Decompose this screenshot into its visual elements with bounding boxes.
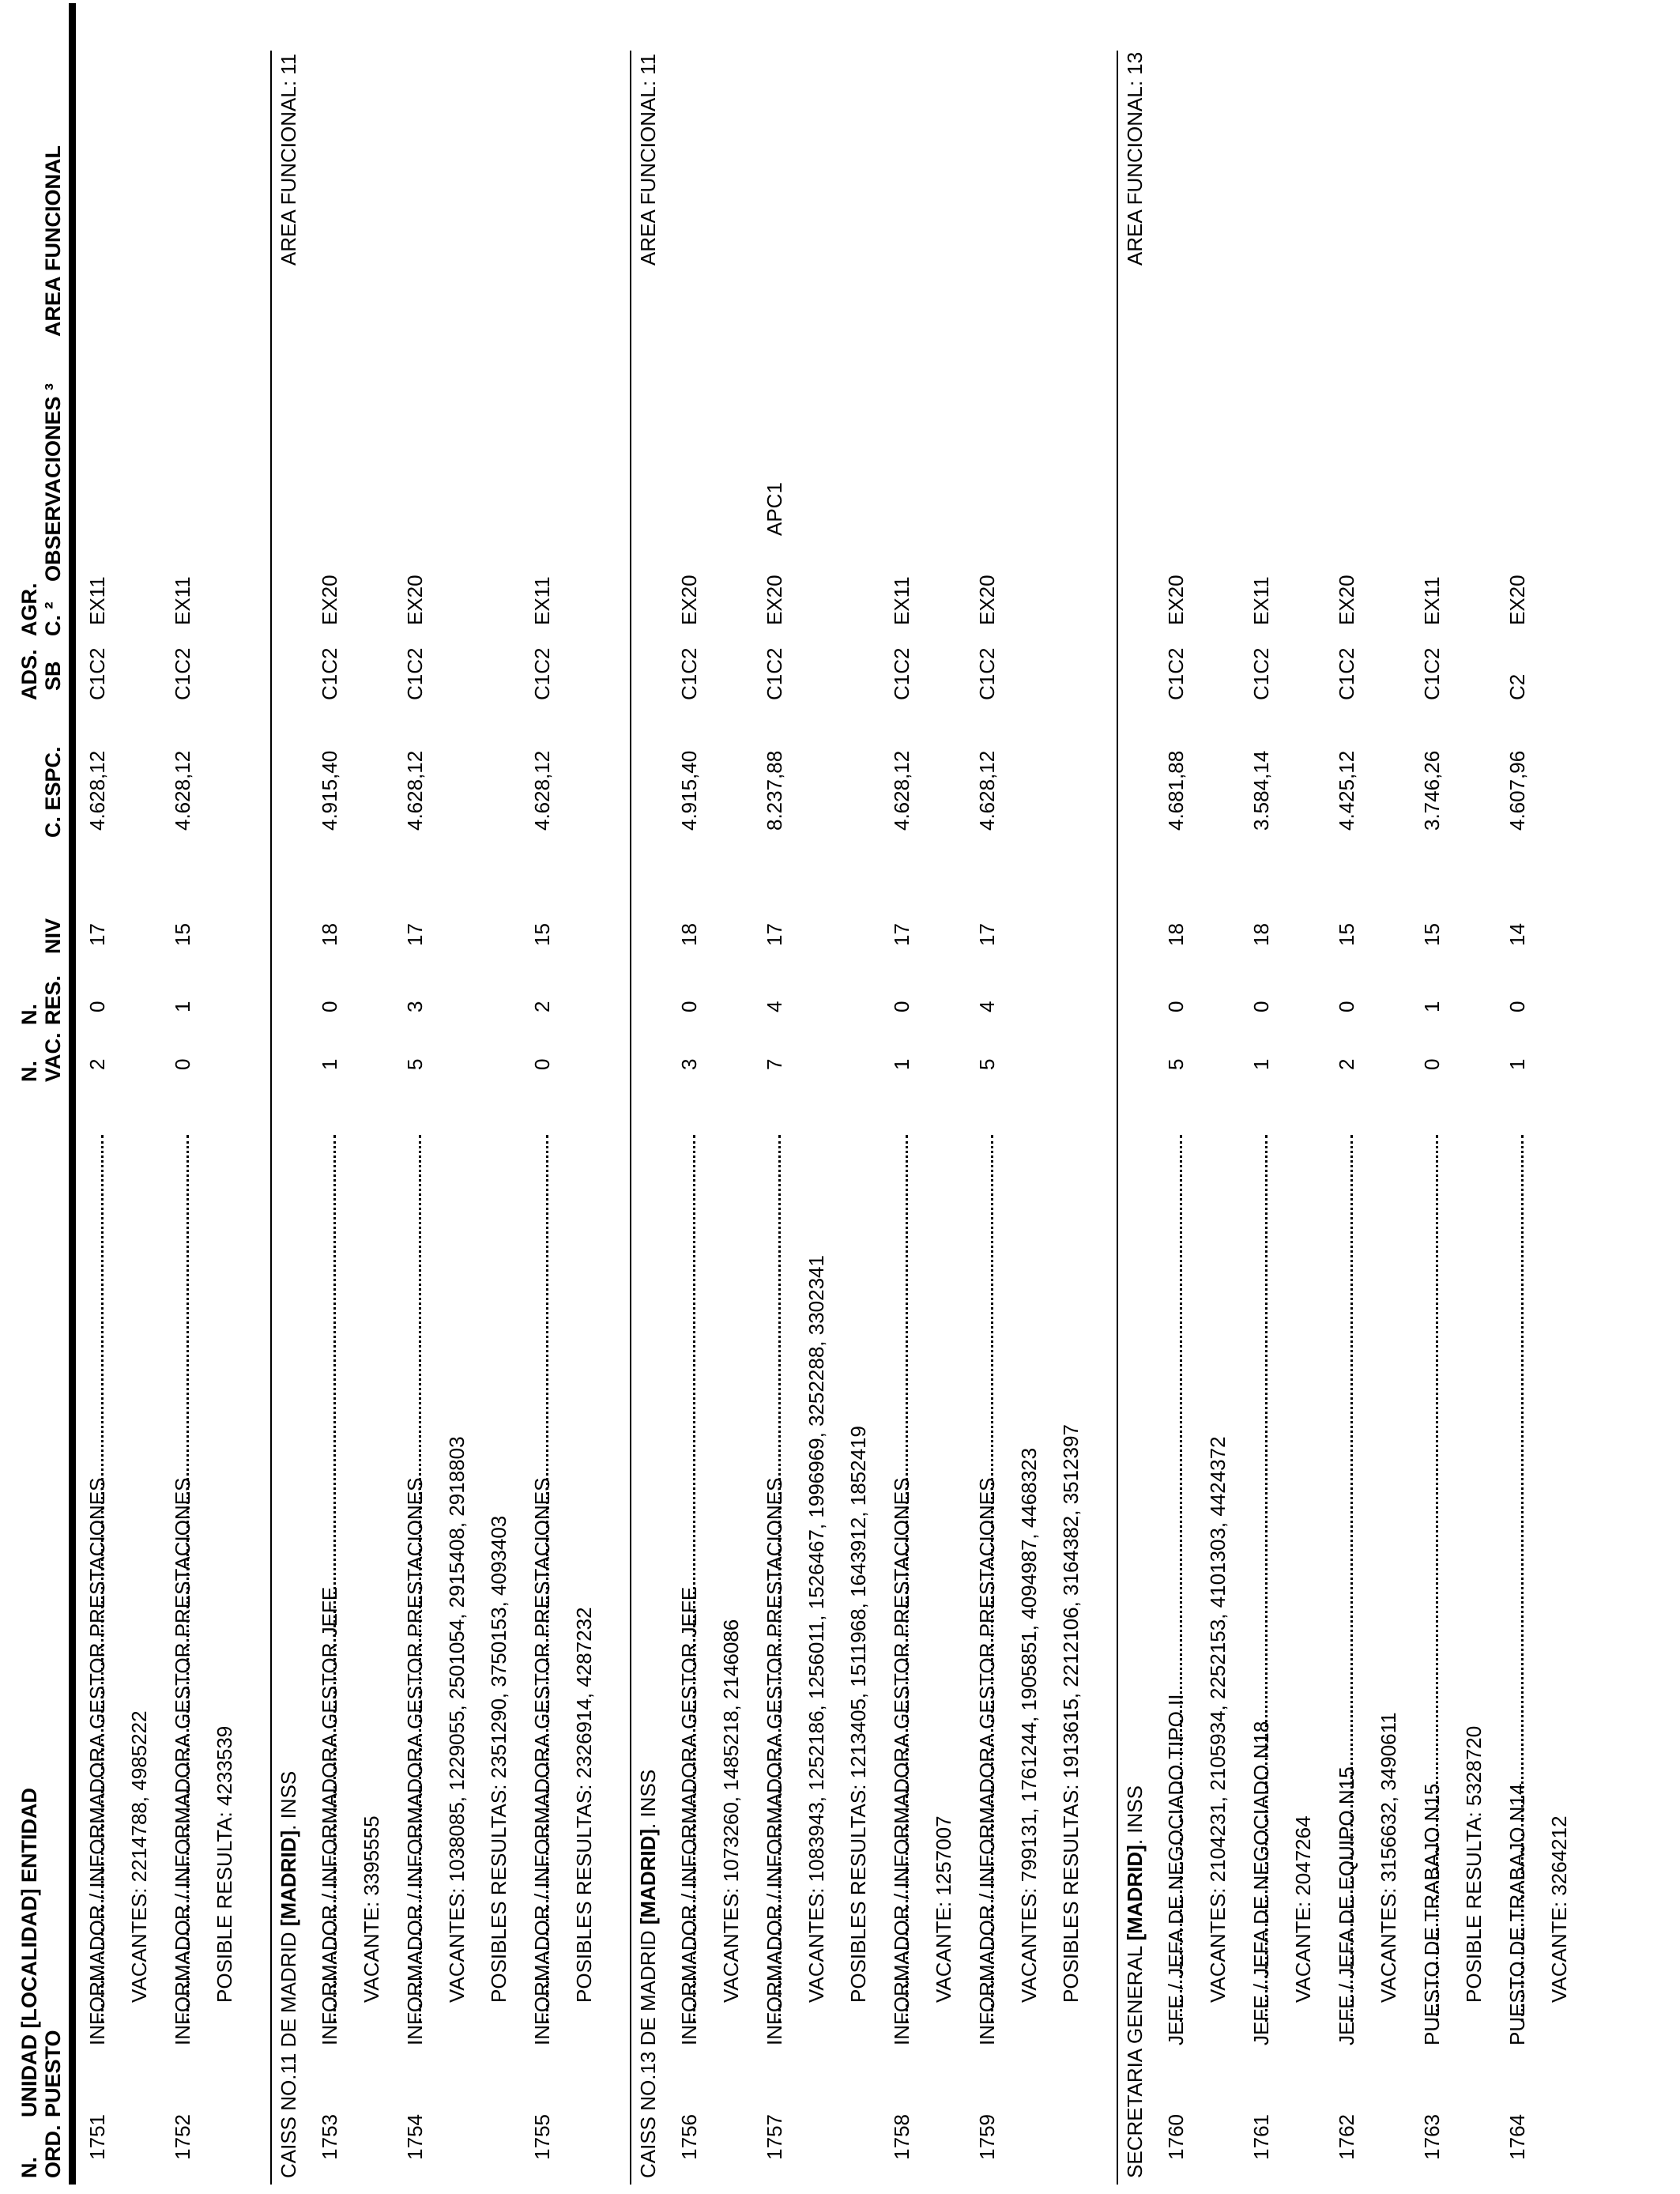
n-reservas: 3: [403, 1001, 427, 1012]
nivel: 15: [171, 923, 194, 946]
nivel: 17: [763, 923, 786, 946]
unit-name: CAISS NO.13 DE MADRID: [636, 1924, 660, 2178]
vacancy-detail: POSIBLES RESULTAS: 2326914, 4287232: [572, 1607, 596, 2003]
n-reservas: 0: [318, 1001, 341, 1012]
complemento-especifico: 8.237,88: [763, 750, 786, 831]
unit-heading: [278, 1771, 299, 2178]
puesto-name: INFORMADOR / INFORMADORA GESTOR JEFE: [318, 1586, 341, 2045]
n-vacantes: 2: [85, 1058, 109, 1070]
order-number: 1757: [763, 2114, 786, 2160]
order-number: 1758: [890, 2114, 913, 2160]
n-reservas: 0: [1249, 1001, 1273, 1012]
agrupacion-cuerpo: EX11: [85, 576, 109, 625]
header-n-res-2: RES.: [41, 974, 65, 1025]
order-number: 1761: [1249, 2114, 1273, 2160]
nivel: 14: [1505, 923, 1529, 946]
area-funcional: AREA FUNCIONAL: 13: [1123, 51, 1147, 266]
adscripcion-subgrupo: C1C2: [1164, 647, 1188, 700]
header-unidad: UNIDAD [LOCALIDAD] ENTIDAD: [17, 1788, 41, 2117]
complemento-especifico: 4.628,12: [890, 750, 913, 831]
nivel: 18: [1249, 923, 1273, 946]
header-n-res-1: N.: [17, 1004, 41, 1025]
adscripcion-subgrupo: C1C2: [403, 647, 427, 700]
order-number: 1754: [403, 2114, 427, 2160]
header-n-vac-2: VAC.: [41, 1032, 65, 1082]
nivel: 18: [1164, 923, 1188, 946]
order-number: 1753: [318, 2114, 341, 2160]
agrupacion-cuerpo: EX20: [403, 575, 427, 625]
order-number: 1764: [1505, 2114, 1529, 2160]
n-reservas: 0: [890, 1001, 913, 1012]
n-reservas: 0: [1335, 1001, 1358, 1012]
agrupacion-cuerpo: EX20: [1505, 575, 1529, 625]
agrupacion-cuerpo: EX11: [890, 576, 913, 625]
header-ads-1: ADS.: [17, 649, 41, 700]
puesto-name: INFORMADOR / INFORMADORA GESTOR PRESTACIONES: [171, 1477, 194, 2045]
unit-locality: [MADRID]: [277, 1830, 300, 1927]
agrupacion-cuerpo: EX20: [1164, 575, 1188, 625]
dot-leader: [1521, 1135, 1524, 2022]
n-vacantes: 3: [677, 1058, 701, 1070]
unit-locality: [MADRID]: [636, 1828, 660, 1925]
n-vacantes: 5: [403, 1058, 427, 1070]
area-funcional: AREA FUNCIONAL: 11: [636, 53, 660, 266]
dot-leader: [333, 1135, 336, 2022]
n-vacantes: 0: [171, 1058, 194, 1070]
header-agr-2: C. ²: [41, 601, 65, 636]
header-niv: NIV: [41, 918, 65, 954]
n-vacantes: 1: [318, 1058, 341, 1070]
header-n-vac-1: N.: [17, 1061, 41, 1082]
agrupacion-cuerpo: EX11: [530, 576, 554, 625]
n-reservas: 1: [1420, 1001, 1444, 1012]
header-observaciones: OBSERVACIONES ³: [41, 383, 65, 582]
n-vacantes: 1: [1505, 1058, 1529, 1070]
adscripcion-subgrupo: C1C2: [1420, 647, 1444, 700]
unit-entity: . INSS: [277, 1770, 300, 1830]
nivel: 15: [1420, 923, 1444, 946]
vacancy-detail: VACANTES: 1073260, 1485218, 2146086: [719, 1619, 743, 2003]
n-vacantes: 0: [530, 1058, 554, 1070]
agrupacion-cuerpo: EX11: [1249, 576, 1273, 625]
adscripcion-subgrupo: C1C2: [677, 647, 701, 700]
adscripcion-subgrupo: C1C2: [890, 647, 913, 700]
puesto-name: INFORMADOR / INFORMADORA GESTOR PRESTACIONES: [975, 1477, 999, 2045]
nivel: 17: [403, 923, 427, 946]
dot-leader: [1350, 1135, 1353, 2022]
complemento-especifico: 4.425,12: [1335, 750, 1358, 831]
dot-leader: [778, 1135, 781, 2022]
complemento-especifico: 3.746,26: [1420, 750, 1444, 831]
header-n-ord-2: ORD.: [41, 2124, 65, 2178]
complemento-especifico: 4.915,40: [677, 750, 701, 831]
header-puesto: PUESTO: [41, 2030, 65, 2117]
puesto-name: JEFE / JEFA DE NEGOCIADO N18: [1249, 1721, 1273, 2045]
order-number: 1751: [85, 2114, 109, 2160]
agrupacion-cuerpo: EX20: [677, 575, 701, 625]
puesto-name: PUESTO DE TRABAJO N14: [1505, 1783, 1529, 2045]
n-reservas: 4: [763, 1001, 786, 1012]
puesto-name: JEFE / JEFA DE NEGOCIADO TIPO II: [1164, 1694, 1188, 2045]
complemento-especifico: 3.584,14: [1249, 750, 1273, 831]
puesto-name: INFORMADOR / INFORMADORA GESTOR PRESTACIONES: [85, 1477, 109, 2045]
vacancy-detail: VACANTE: 2047264: [1291, 1815, 1315, 2003]
order-number: 1759: [975, 2114, 999, 2160]
section-divider: [1117, 51, 1118, 2185]
agrupacion-cuerpo: EX20: [763, 575, 786, 625]
header-ads-2: SB: [41, 661, 65, 691]
puesto-name: INFORMADOR / INFORMADORA GESTOR PRESTACIONES: [763, 1477, 786, 2045]
adscripcion-subgrupo: C1C2: [318, 647, 341, 700]
order-number: 1756: [677, 2114, 701, 2160]
complemento-especifico: 4.607,96: [1505, 750, 1529, 831]
n-vacantes: 1: [890, 1058, 913, 1070]
header-n-ord-1: N.: [17, 2157, 41, 2178]
order-number: 1763: [1420, 2114, 1444, 2160]
vacancy-detail: POSIBLES RESULTAS: 1913615, 2212106, 3164382, 3512397: [1059, 1424, 1083, 2003]
adscripcion-subgrupo: C2: [1505, 673, 1529, 700]
complemento-especifico: 4.628,12: [85, 750, 109, 831]
adscripcion-subgrupo: C1C2: [1249, 647, 1273, 700]
complemento-especifico: 4.628,12: [403, 750, 427, 831]
agrupacion-cuerpo: EX20: [975, 575, 999, 625]
vacancy-detail: VACANTES: 3156632, 3490611: [1377, 1712, 1400, 2003]
n-reservas: 0: [1164, 1001, 1188, 1012]
header-c-espc: C. ESPC.: [41, 746, 65, 838]
agrupacion-cuerpo: EX11: [171, 576, 194, 625]
order-number: 1755: [530, 2114, 554, 2160]
n-vacantes: 5: [1164, 1058, 1188, 1070]
n-reservas: 4: [975, 1001, 999, 1012]
puesto-name: JEFE / JEFA DE EQUIPO N15: [1335, 1766, 1358, 2045]
dot-leader: [1180, 1135, 1182, 2022]
vacancy-detail: VACANTES: 799131, 1761244, 1905851, 4094987, 4468323: [1017, 1447, 1041, 2003]
complemento-especifico: 4.628,12: [171, 750, 194, 831]
complemento-especifico: 4.628,12: [530, 750, 554, 831]
order-number: 1762: [1335, 2114, 1358, 2160]
puesto-name: INFORMADOR / INFORMADORA GESTOR PRESTACIONES: [530, 1477, 554, 2045]
adscripcion-subgrupo: C1C2: [85, 647, 109, 700]
vacancy-detail: VACANTES: 2214788, 4985222: [127, 1710, 151, 2003]
order-number: 1760: [1164, 2114, 1188, 2160]
unit-name: CAISS NO.11 DE MADRID: [277, 1926, 300, 2178]
nivel: 18: [318, 923, 341, 946]
header-area-funcional: AREA FUNCIONAL: [41, 145, 65, 337]
agrupacion-cuerpo: EX20: [318, 575, 341, 625]
agrupacion-cuerpo: EX11: [1420, 576, 1444, 625]
agrupacion-cuerpo: EX20: [1335, 575, 1358, 625]
vacancy-detail: POSIBLES RESULTAS: 1213405, 1511968, 1643912, 1852419: [846, 1426, 870, 2003]
n-vacantes: 5: [975, 1058, 999, 1070]
unit-entity: . INSS: [636, 1769, 660, 1829]
adscripcion-subgrupo: C1C2: [171, 647, 194, 700]
n-reservas: 1: [171, 1001, 194, 1012]
vacancy-detail: POSIBLE RESULTA: 4233539: [213, 1725, 236, 2003]
vacancy-detail: POSIBLES RESULTAS: 2351290, 3750153, 4093403: [487, 1515, 510, 2003]
observaciones: APC1: [763, 482, 786, 536]
adscripcion-subgrupo: C1C2: [975, 647, 999, 700]
section-divider: [630, 51, 631, 2185]
adscripcion-subgrupo: C1C2: [763, 647, 786, 700]
dot-leader: [1436, 1135, 1438, 2022]
unit-locality: [MADRID]: [1123, 1845, 1147, 1941]
section-divider: [270, 51, 272, 2185]
adscripcion-subgrupo: C1C2: [1335, 647, 1358, 700]
unit-entity: . INSS: [1123, 1785, 1147, 1845]
puesto-name: PUESTO DE TRABAJO N15: [1420, 1783, 1444, 2045]
nivel: 17: [975, 923, 999, 946]
nivel: 17: [85, 923, 109, 946]
complemento-especifico: 4.628,12: [975, 750, 999, 831]
vacancy-detail: VACANTES: 1038085, 1229055, 2501054, 2915408, 2918803: [445, 1436, 469, 2003]
n-reservas: 2: [530, 1001, 554, 1012]
vacancy-detail: POSIBLE RESULTA: 5328720: [1462, 1725, 1486, 2003]
n-reservas: 0: [1505, 1001, 1529, 1012]
dot-leader: [419, 1135, 421, 2022]
n-vacantes: 2: [1335, 1058, 1358, 1070]
dot-leader: [101, 1135, 104, 2022]
dot-leader: [693, 1135, 695, 2022]
dot-leader: [906, 1135, 908, 2022]
unit-name: SECRETARIA GENERAL: [1123, 1940, 1147, 2178]
n-vacantes: 0: [1420, 1058, 1444, 1070]
dot-leader: [546, 1135, 548, 2022]
n-vacantes: 7: [763, 1058, 786, 1070]
unit-heading: [1124, 1785, 1145, 2178]
nivel: 17: [890, 923, 913, 946]
nivel: 15: [1335, 923, 1358, 946]
puesto-name: INFORMADOR / INFORMADORA GESTOR PRESTACIONES: [890, 1477, 913, 2045]
dot-leader: [991, 1135, 993, 2022]
vacancy-detail: VACANTE: 3264212: [1547, 1815, 1571, 2003]
nivel: 18: [677, 923, 701, 946]
unit-heading: [638, 1770, 658, 2178]
complemento-especifico: 4.915,40: [318, 750, 341, 831]
nivel: 15: [530, 923, 554, 946]
vacancy-detail: VACANTES: 1083943, 1252186, 1256011, 1526467, 1996969, 3252288, 3302341: [804, 1255, 828, 2003]
puesto-name: INFORMADOR / INFORMADORA GESTOR PRESTACIONES: [403, 1477, 427, 2045]
n-reservas: 0: [677, 1001, 701, 1012]
area-funcional: AREA FUNCIONAL: 11: [277, 53, 300, 266]
order-number: 1752: [171, 2114, 194, 2160]
puesto-name: INFORMADOR / INFORMADORA GESTOR JEFE: [677, 1586, 701, 2045]
header-rule: [69, 3, 76, 2185]
vacancy-detail: VACANTES: 2104231, 2105934, 2252153, 4101303, 4424372: [1206, 1436, 1230, 2003]
n-vacantes: 1: [1249, 1058, 1273, 1070]
adscripcion-subgrupo: C1C2: [530, 647, 554, 700]
vacancy-detail: VACANTE: 1257007: [932, 1815, 955, 2003]
header-agr-1: AGR.: [17, 582, 41, 636]
dot-leader: [186, 1135, 189, 2022]
complemento-especifico: 4.681,88: [1164, 750, 1188, 831]
dot-leader: [1265, 1135, 1268, 2022]
n-reservas: 0: [85, 1001, 109, 1012]
vacancy-detail: VACANTE: 3395555: [360, 1815, 383, 2003]
